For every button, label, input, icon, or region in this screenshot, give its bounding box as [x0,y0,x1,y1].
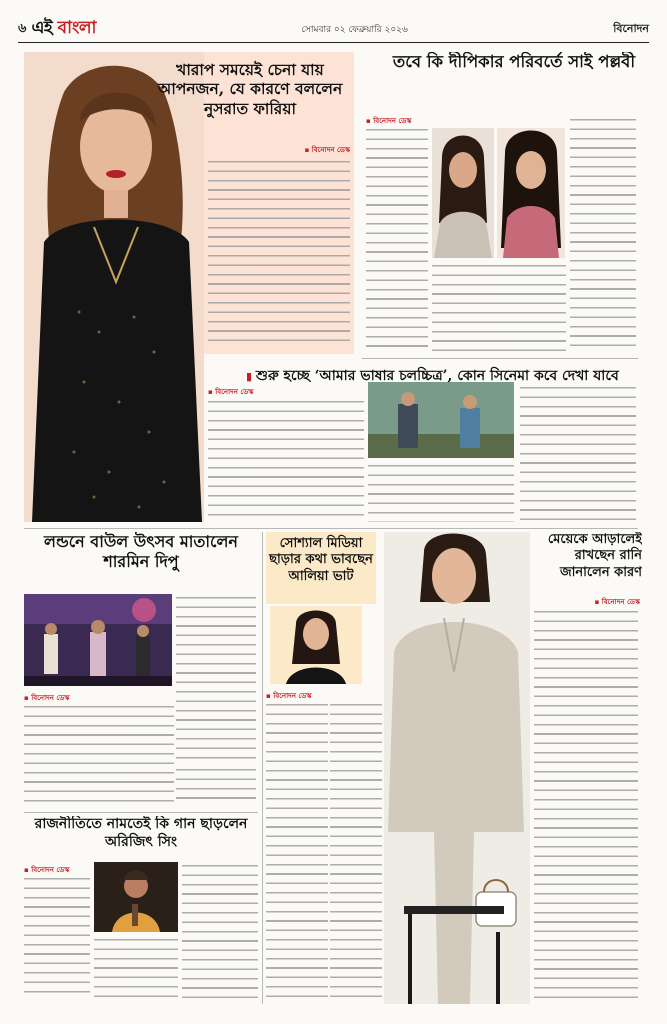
rani-body-col [534,608,638,1000]
alia-small-image [270,606,362,684]
arijit-headline-area [24,816,258,860]
baul-byline-area [24,690,124,702]
masthead [18,16,649,43]
arijit-body-col2 [94,936,178,1000]
pallavi-body-col3 [570,116,636,352]
nusrat-body-text [208,158,350,348]
alia-main-image [384,532,530,1004]
pallavi-byline-area [366,113,476,125]
rule-top-right [362,358,638,359]
baul-body-right [176,594,256,764]
nusrat-byline-area [204,142,350,154]
alia-byline: ▪ বিনোদন ডেস্ক [266,690,366,700]
pallavi-headline-area [392,52,636,110]
sai-pallavi-photo [497,128,565,258]
arijit-image [94,862,178,932]
pallavi-body-col1 [366,126,428,352]
newspaper-logo [31,15,96,43]
amar-bhasha-body-col3 [520,384,636,522]
rule-left-lower [24,812,258,813]
arijit-byline-area [24,862,104,874]
rule-mid [24,528,638,529]
pallavi-headline: তবে কি দীপিকার পরিবর্তে সাই পল্লবী [392,52,636,71]
baul-stage-photo [24,594,172,686]
deepika-photo [432,128,494,258]
alia-small-photo [270,606,362,684]
arijit-body-col3 [182,862,258,1000]
film-still-image [368,382,514,458]
pallavi-byline: ▪ বিনোদন ডেস্ক [366,115,476,125]
brand-prefix: এই [31,18,53,38]
rule-vertical-mid [262,532,263,1004]
alia-body-col2 [330,701,382,1000]
baul-body-bottom-right [176,766,256,806]
masthead-left [18,15,96,43]
page-number: ৬ [18,20,27,36]
baul-headline-area [24,532,258,590]
baul-body-bottom [24,703,174,806]
alia-headline-box [266,532,376,604]
amar-bhasha-headline-area [246,364,640,382]
rani-byline: ▪ বিনোদন ডেস্ক [560,596,640,606]
amar-bhasha-caption [368,462,514,522]
rani-byline-area [560,594,640,606]
film-still-photo [368,382,514,458]
alia-main-photo [384,532,530,1004]
rani-headline-area [532,532,642,592]
nusrat-headline-area [150,56,350,156]
pallavi-body-col2 [432,262,566,352]
baul-byline: ▪ বিনোদন ডেস্ক [24,692,124,702]
brand-name: বাংলা [57,18,96,38]
amar-bhasha-byline: ▪ বিনোদন ডেস্ক [208,386,288,396]
amar-bhasha-headline: ▮ শুরু হচ্ছে ‘আমার ভাষার চলচ্চিত্র’, কোন সিনেমা কবে দেখা যাবে [246,364,640,382]
alia-byline-area [266,688,366,700]
arijit-headline: রাজনীতিতে নামতেই কি গান ছাড়লেন অরিজিৎ সিং [34,816,248,850]
alia-headline: সোশ্যাল মিডিয়া ছাড়ার কথা ভাবছেন আলিয়া ভাট [269,536,373,584]
nusrat-byline: ▪ বিনোদন ডেস্ক [204,144,350,154]
arijit-body-col1 [24,875,90,1000]
arijit-photo [94,862,178,932]
arijit-byline: ▪ বিনোদন ডেস্ক [24,864,104,874]
sai-pallavi-image [497,128,565,258]
amar-bhasha-body-col1 [208,398,364,522]
nusrat-headline: খারাপ সময়েই চেনা যায় আপনজন, যে কারণে বললেন নুসরাত ফারিয়া [157,60,343,118]
alia-body-col1 [266,701,328,1000]
rani-headline: মেয়েকে আড়ালেই রাখছেন রানি জানালেন কারণ [547,532,642,580]
deepika-image [432,128,494,258]
section-name: বিনোদন [613,21,649,35]
baul-headline: লন্ডনে বাউল উৎসব মাতালেন শারমিন দিপু [44,532,238,571]
baul-stage-image [24,594,172,686]
issue-date: সোমবার ০২ ফেব্রুয়ারি ২০২৬ [301,24,408,35]
amar-bhasha-byline-area [208,384,288,396]
